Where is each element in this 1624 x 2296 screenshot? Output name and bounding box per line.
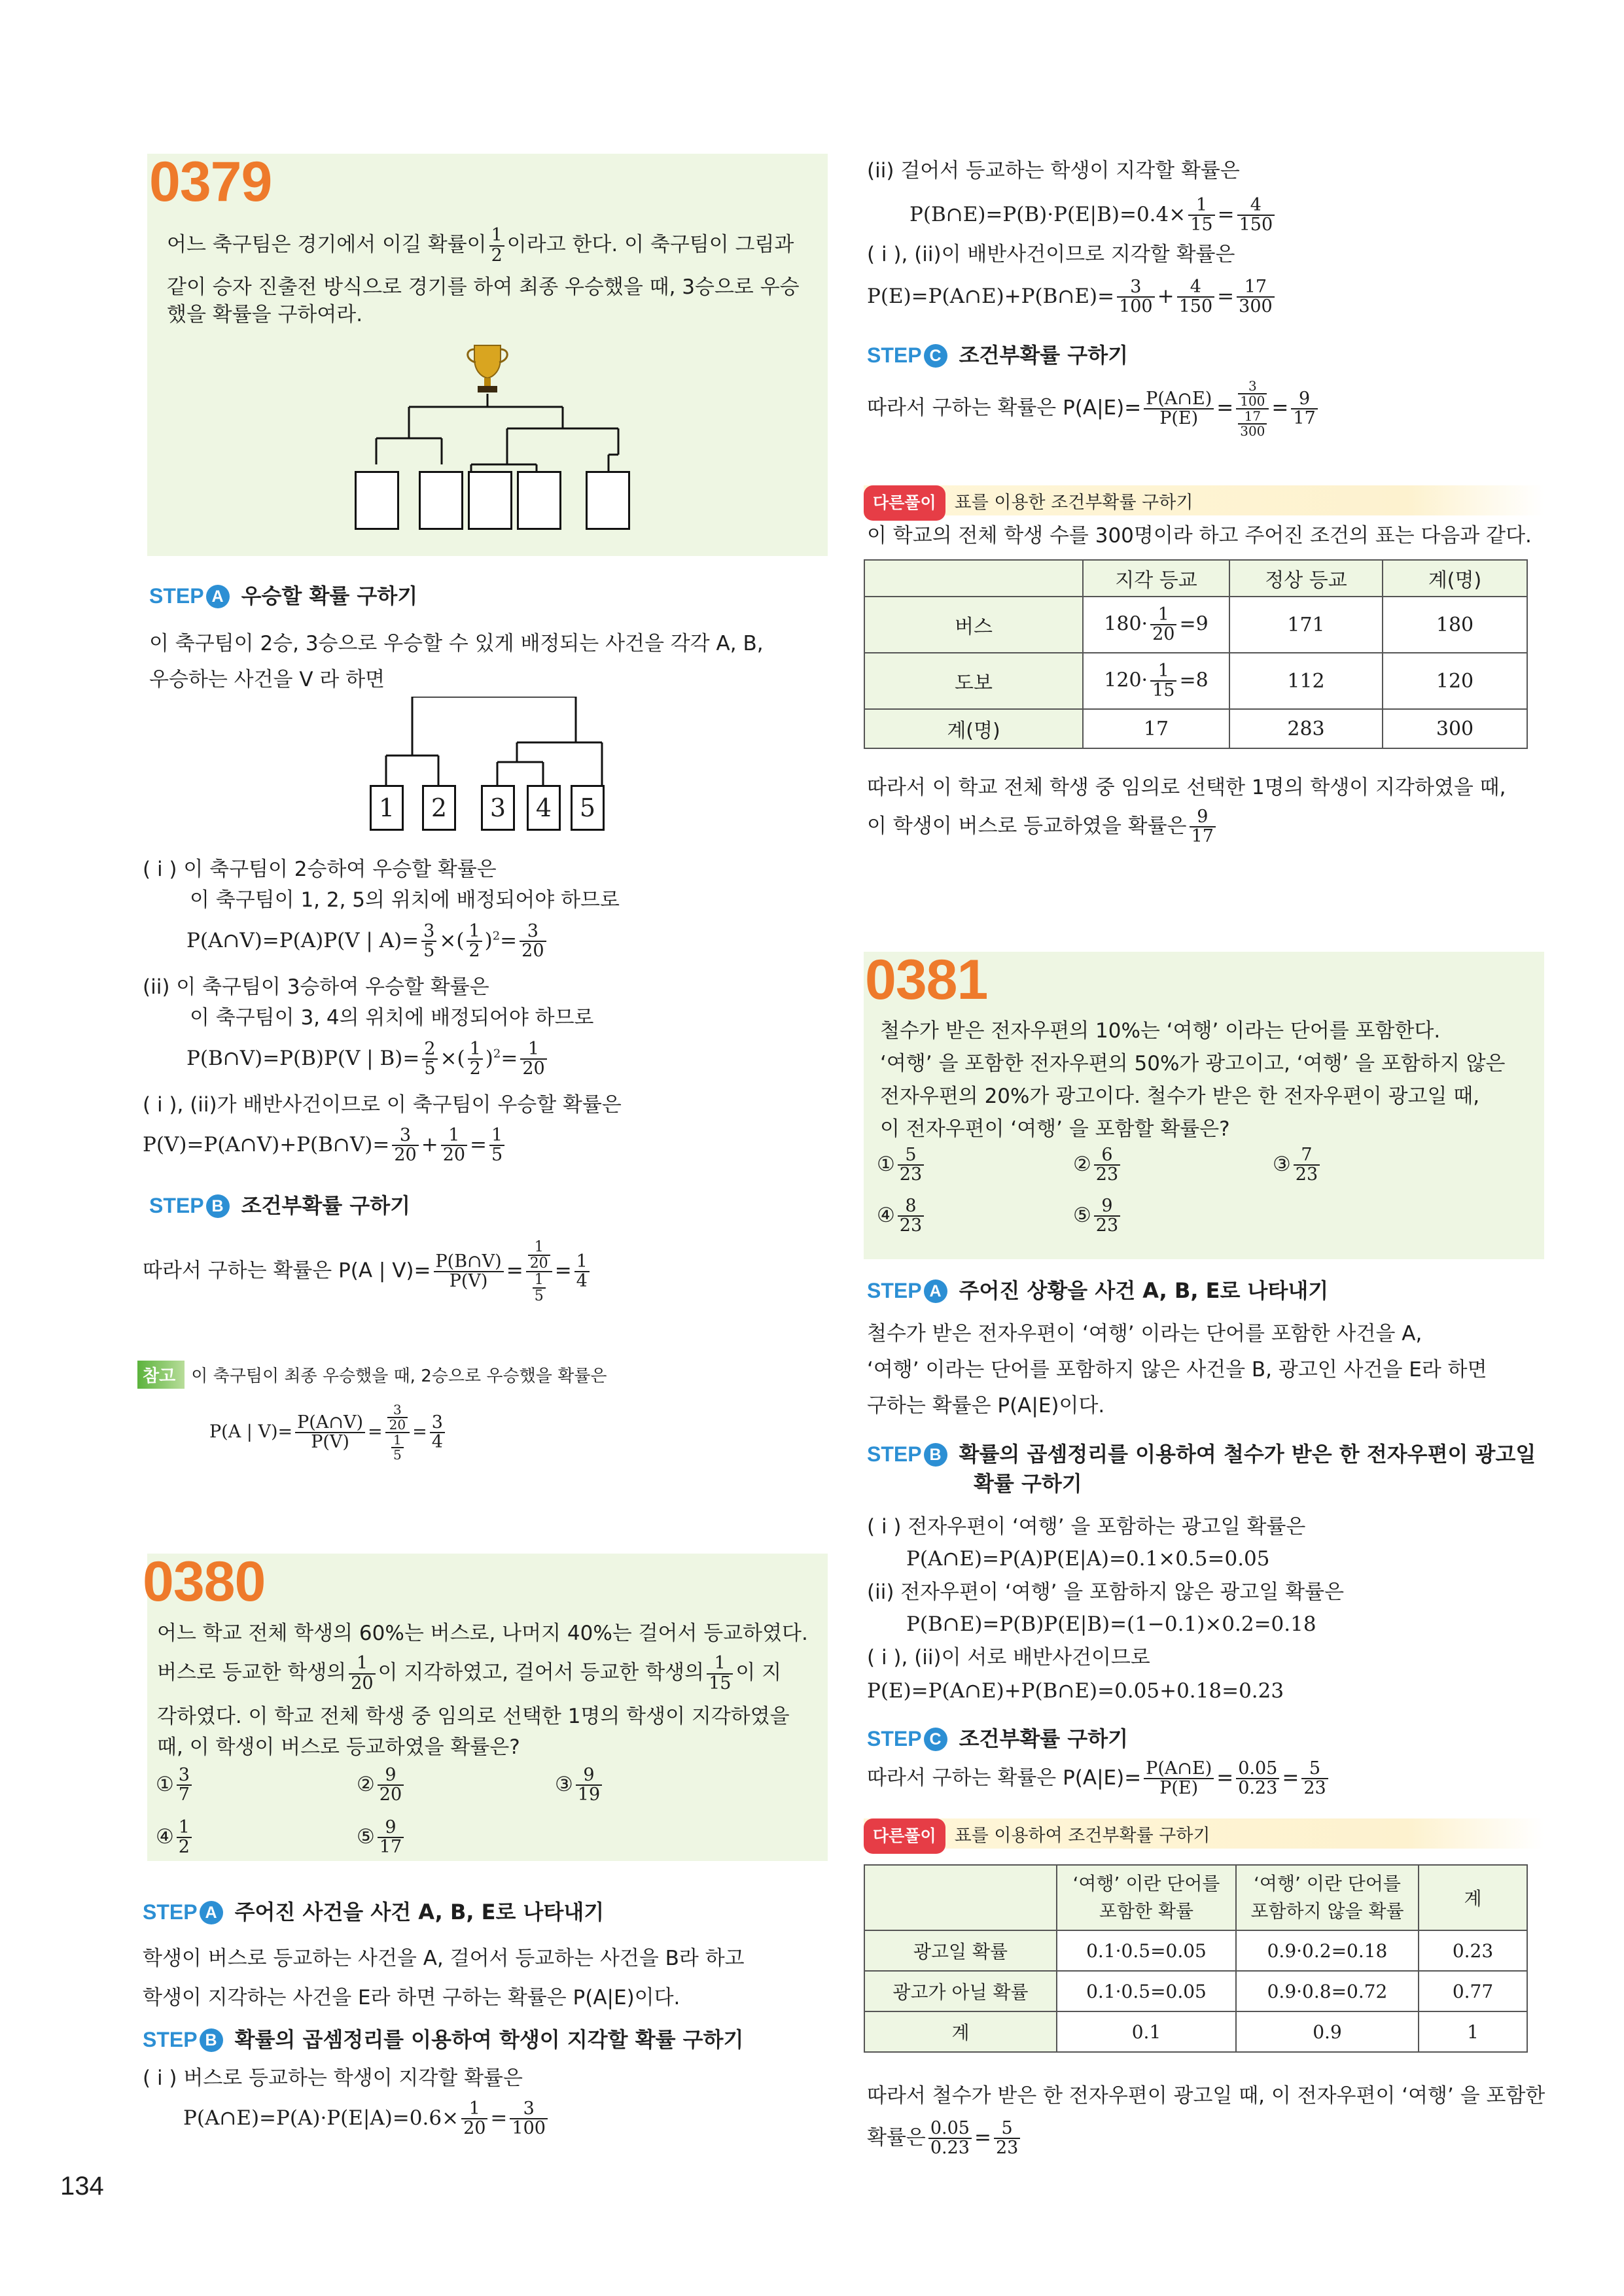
late-table: 지각 등교 정상 등교 계(명) 버스 180· $\frac{1}{20}$ =9 171 180 도보 120· $\frac{1}{15}$ =8 112 120 계(명) 17 283 300 — [864, 559, 1528, 749]
problem-number-0379: 0379 — [149, 150, 272, 213]
choice-1[interactable]: ① $\frac{3}{7}$ — [156, 1766, 194, 1805]
case-1-sub: 이 축구팀이 1, 2, 5의 위치에 배정되어야 하므로 — [190, 888, 620, 912]
page-number: 134 — [60, 2172, 104, 2200]
text-line: (ii) 전자우편이 ‘여행’ 을 포함하지 않은 광고일 확률은 — [867, 1580, 1345, 1604]
bracket-slot — [355, 471, 399, 530]
case-1-eq: P(A∩V)=P(A)P(V | A)= $\frac{3}{5}$ ×( $\frac{1}{2}$ )$^2$= $\frac{3}{20}$ — [186, 922, 549, 961]
exclusive-note: ( i ), (ii)가 배반사건이므로 이 축구팀이 우승할 확률은 — [143, 1093, 622, 1117]
alt-conclusion-2: 확률은 $\frac{0.05}{0.23}$ = $\frac{5}{23}$ — [867, 2119, 1023, 2158]
alt-intro: 이 학교의 전체 학생 수를 300명이라 하고 주어진 조건의 표는 다음과 같다. — [867, 524, 1532, 548]
total-eq: P(E)=P(A∩E)+P(B∩E)= $\frac{3}{100}$ + $\frac{4}{150}$ = $\frac{17}{300}$ — [867, 278, 1277, 317]
question-line-3: 했을 확률을 구하여라. — [167, 303, 363, 326]
choice-4[interactable]: ④ $\frac{8}{23}$ — [877, 1197, 927, 1236]
note-eq: P(A | V)= $\frac{P(A\cap V)}{P(V)}$ = $\frac{\frac{3}{20}}{\frac{1}{5}}$ = $\frac{3}{4}$ — [209, 1403, 448, 1462]
question-line-1: 어느 축구팀은 경기에서 이길 확률이 $\frac{1}{2}$ 이라고 한다. 이 축구팀이 그림과 — [167, 225, 794, 266]
bracket-slot — [517, 471, 561, 530]
choice-5[interactable]: ⑤ $\frac{9}{17}$ — [357, 1818, 406, 1857]
case-1-head: ( i ) 버스로 등교하는 학생이 지각할 확률은 — [143, 2066, 523, 2090]
question-line-2: ‘여행’ 을 포함한 전자우편의 50%가 광고이고, ‘여행’ 을 포함하지 않은 — [880, 1052, 1506, 1075]
text-line: ( i ) 전자우편이 ‘여행’ 을 포함하는 광고일 확률은 — [867, 1515, 1306, 1539]
alt-conclusion-1: 따라서 이 학교 전체 학생 중 임의로 선택한 1명의 학생이 지각하였을 때, — [867, 776, 1506, 799]
result-0380: 따라서 구하는 확률은 P(A|E)= $\frac{P(A\cap E)}{P(E)}$ = $\frac{\frac{3}{100}}{\frac{17}{300}}$ = $\frac{9}{17}$ — [867, 379, 1320, 438]
text-line: 학생이 지각하는 사건을 E라 하면 구하는 확률은 P(A|E)이다. — [143, 1986, 680, 2009]
step-b-0381: STEP B 확률의 곱셈정리를 이용하여 철수가 받은 한 전자우편이 광고일 — [867, 1442, 1536, 1467]
header-line: ‘여행’ 이란 단어를 포함한 확률 — [1072, 1873, 1220, 1922]
question-line-3: 각하였다. 이 학교 전체 학생 중 임의로 선택한 1명의 학생이 지각하였을 — [157, 1705, 790, 1728]
choice-3[interactable]: ③ $\frac{9}{19}$ — [555, 1766, 605, 1805]
step-a-0379: STEP A 우승할 확률 구하기 — [149, 583, 418, 608]
step-b-0379: STEP B 조건부확률 구하기 — [149, 1193, 411, 1218]
question-line-2: 버스로 등교한 학생의 $\frac{1}{20}$ 이 지각하였고, 걸어서 등교한 학생의 $\frac{1}{15}$ 이 지 — [157, 1653, 782, 1694]
case-2-head: (ii) 걸어서 등교하는 학생이 지각할 확률은 — [867, 159, 1240, 183]
step-c-0381: STEP C 조건부확률 구하기 — [867, 1726, 1129, 1751]
total-eq: P(V)=P(A∩V)+P(B∩V)= $\frac{3}{20}$ + $\frac{1}{20}$ = $\frac{1}{5}$ — [143, 1126, 507, 1165]
eq-line: P(A∩E)=P(A)P(E|A)=0.1×0.5=0.05 — [906, 1547, 1270, 1571]
text-line: 우승하는 사건을 V 라 하면 — [149, 668, 385, 691]
eq-line: P(B∩E)=P(B)P(E|B)=(1−0.1)×0.2=0.18 — [906, 1612, 1316, 1636]
bracket-slot-numbered: 3 — [481, 785, 515, 831]
question-line-1: 철수가 받은 전자우편의 10%는 ‘여행’ 이라는 단어를 포함한다. — [880, 1019, 1441, 1043]
trophy-icon — [468, 345, 508, 392]
case-1-eq: P(A∩E)=P(A)·P(E|A)=0.6× $\frac{1}{20}$ = $\frac{3}{100}$ — [183, 2100, 550, 2138]
bracket-slot — [419, 471, 463, 530]
email-table: ‘여행’ 이란 단어를 포함한 확률 ‘여행’ 이란 단어를 포함하지 않을 확률 계 광고일 확률 0.1·0.5=0.05 0.9·0.2=0.18 0.23 광고가 아닐 확률 0.1·0.5=0.05 0.9·0.8=0.72 0.77 계 0.1 0.9 1 — [864, 1864, 1528, 2053]
alt-conclusion-2: 이 학생이 버스로 등교하였을 확률은 $\frac{9}{17}$ — [867, 808, 1218, 846]
bracket-slot-numbered: 5 — [571, 785, 605, 831]
exclusive-note: ( i ), (ii)이 배반사건이므로 지각할 확률은 — [867, 243, 1235, 266]
result-0379: 따라서 구하는 확률은 P(A | V)= $\frac{P(B\cap V)}{P(V)}$ = $\frac{\frac{1}{20}}{\frac{1}{5}}$ = $\frac{1}{4}$ — [143, 1240, 592, 1304]
choice-2[interactable]: ② $\frac{6}{23}$ — [1073, 1146, 1123, 1185]
step-a-0381: STEP A 주어진 상황을 사건 A, B, E로 나타내기 — [867, 1278, 1329, 1303]
case-2-eq: P(B∩E)=P(B)·P(E|B)=0.4× $\frac{1}{15}$ = $\frac{4}{150}$ — [909, 196, 1277, 235]
choice-5[interactable]: ⑤ $\frac{9}{23}$ — [1073, 1197, 1123, 1236]
bracket-slot — [586, 471, 630, 530]
text-line: ( i ), (ii)이 서로 배반사건이므로 — [867, 1646, 1150, 1669]
case-2-head: (ii) 이 축구팀이 3승하여 우승할 확률은 — [143, 975, 489, 999]
step-c-0380: STEP C 조건부확률 구하기 — [867, 343, 1129, 368]
step-b-title-2: 확률 구하기 — [974, 1471, 1082, 1496]
bracket-slot-numbered: 2 — [422, 785, 456, 831]
text-line: 이 축구팀이 2승, 3승으로 우승할 수 있게 배정되는 사건을 각각 A, B, — [149, 632, 764, 655]
question-line-2: 같이 승자 진출전 방식으로 경기를 하여 최종 우승했을 때, 3승으로 우승 — [167, 275, 800, 299]
choice-3[interactable]: ③ $\frac{7}{23}$ — [1273, 1146, 1322, 1185]
choice-1[interactable]: ① $\frac{5}{23}$ — [877, 1146, 927, 1185]
eq-line: P(E)=P(A∩E)+P(B∩E)=0.05+0.18=0.23 — [867, 1679, 1284, 1703]
question-line-4: 이 전자우편이 ‘여행’ 을 포함할 확률은? — [880, 1117, 1230, 1141]
bracket-slot-numbered: 4 — [527, 785, 561, 831]
step-b-0380: STEP B 확률의 곱셈정리를 이용하여 학생이 지각할 확률 구하기 — [143, 2027, 744, 2052]
question-line-4: 때, 이 학생이 버스로 등교하였을 확률은? — [157, 1735, 520, 1759]
text-line: ‘여행’ 이라는 단어를 포함하지 않은 사건을 B, 광고인 사건을 E라 하면 — [867, 1358, 1487, 1382]
alt-conclusion-1: 따라서 철수가 받은 한 전자우편이 광고일 때, 이 전자우편이 ‘여행’ 을 포함한 — [867, 2084, 1545, 2108]
text-line: 구하는 확률은 P(A|E)이다. — [867, 1394, 1105, 1418]
result-0381: 따라서 구하는 확률은 P(A|E)= $\frac{P(A\cap E)}{P(E)}$ = $\frac{0.05}{0.23}$ = $\frac{5}{23}$ — [867, 1760, 1331, 1798]
case-1-head: ( i ) 이 축구팀이 2승하여 우승할 확률은 — [143, 858, 497, 881]
alt-solution-bar-0381: 다른풀이 표를 이용하여 조건부확률 구하기 — [864, 1818, 1544, 1849]
alt-solution-bar-0380: 다른풀이 표를 이용한 조건부확률 구하기 — [864, 485, 1544, 515]
question-line-3: 전자우편의 20%가 광고이다. 철수가 받은 한 전자우편이 광고일 때, — [880, 1085, 1480, 1108]
text-line: 철수가 받은 전자우편이 ‘여행’ 이라는 단어를 포함한 사건을 A, — [867, 1322, 1422, 1346]
case-2-sub: 이 축구팀이 3, 4의 위치에 배정되어야 하므로 — [190, 1006, 594, 1030]
case-2-eq: P(B∩V)=P(B)P(V | B)= $\frac{2}{5}$ ×( $\frac{1}{2}$ )$^2$= $\frac{1}{20}$ — [186, 1040, 550, 1079]
choice-4[interactable]: ④ $\frac{1}{2}$ — [156, 1818, 194, 1857]
step-a-0380: STEP A 주어진 사건을 사건 A, B, E로 나타내기 — [143, 1900, 605, 1924]
header-line: ‘여행’ 이란 단어를 포함하지 않을 확률 — [1250, 1873, 1404, 1922]
note-0379: 참고 이 축구팀이 최종 우승했을 때, 2승으로 우승했을 확률은 — [137, 1361, 607, 1389]
problem-number-0380: 0380 — [143, 1550, 266, 1613]
text-line: 학생이 버스로 등교하는 사건을 A, 걸어서 등교하는 사건을 B라 하고 — [143, 1947, 745, 1970]
question-line-1: 어느 학교 전체 학생의 60%는 버스로, 나머지 40%는 걸어서 등교하였다. — [157, 1622, 808, 1645]
choice-2[interactable]: ② $\frac{9}{20}$ — [357, 1766, 406, 1805]
bracket-slot — [468, 471, 512, 530]
bracket-slot-numbered: 1 — [370, 785, 404, 831]
problem-number-0381: 0381 — [865, 948, 988, 1011]
